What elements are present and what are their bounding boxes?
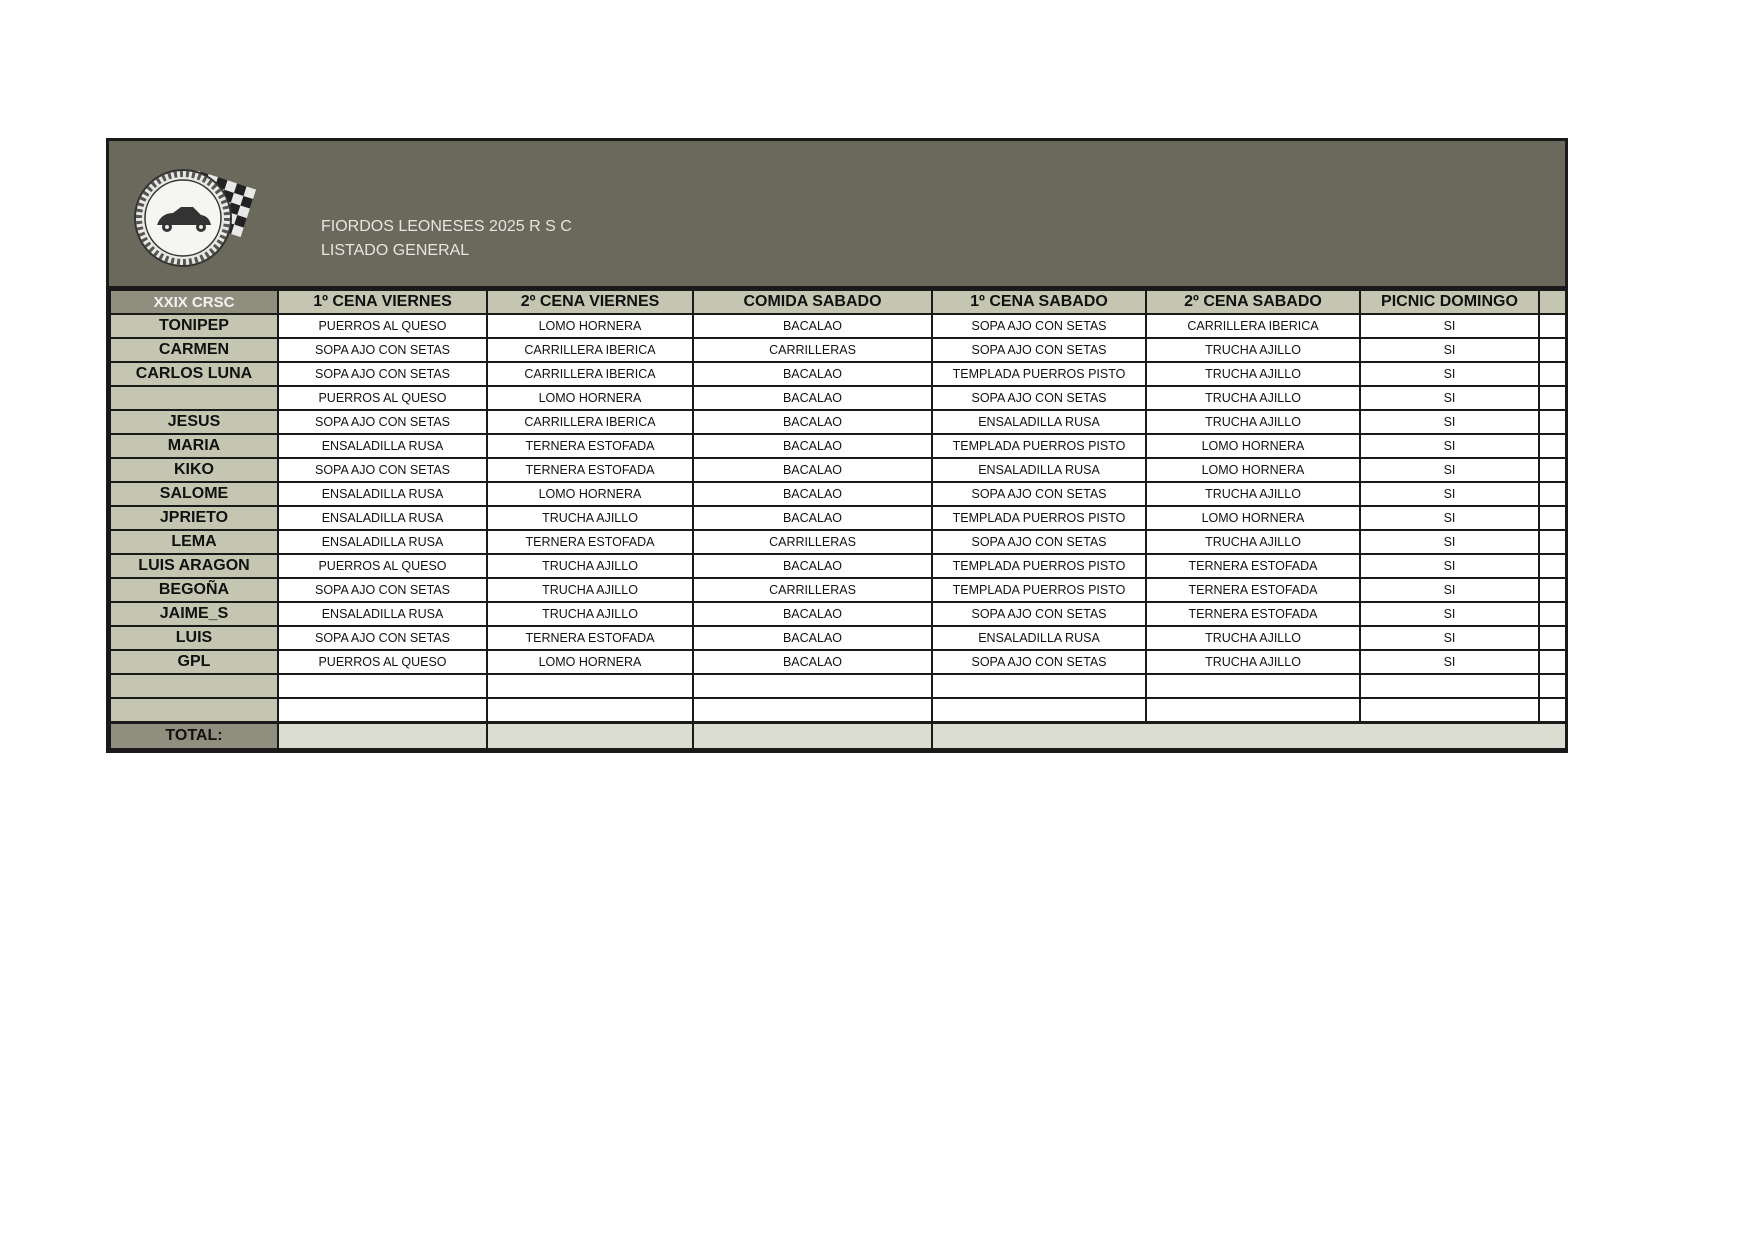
participant-name: LUIS [110,626,278,650]
meal-cell: BACALAO [693,482,932,506]
meal-cell: BACALAO [693,626,932,650]
header-titles [321,215,572,263]
meal-cell: SI [1360,602,1539,626]
meal-cell: BACALAO [693,650,932,674]
meal-cell: SOPA AJO CON SETAS [932,650,1146,674]
meal-cell: ENSALADILLA RUSA [932,410,1146,434]
extra-cell [1539,338,1566,362]
meal-cell: BACALAO [693,386,932,410]
meal-cell: TRUCHA AJILLO [1146,410,1360,434]
header-row [110,290,1566,314]
meal-cell [1360,698,1539,723]
table-row [110,458,1566,482]
meal-cell: TRUCHA AJILLO [1146,362,1360,386]
meal-cell [693,698,932,723]
table-row [110,506,1566,530]
corner-header: XXIX CRSC [110,290,278,314]
meal-cell: TERNERA ESTOFADA [1146,554,1360,578]
meal-cell: ENSALADILLA RUSA [278,602,487,626]
meal-cell: ENSALADILLA RUSA [278,530,487,554]
meal-cell: SOPA AJO CON SETAS [278,458,487,482]
meal-cell: SI [1360,410,1539,434]
total-cell [932,723,1566,750]
table-row [110,338,1566,362]
meal-cell: CARRILLERAS [693,338,932,362]
participant-name [110,698,278,723]
meal-cell: TERNERA ESTOFADA [487,434,693,458]
meal-cell [932,698,1146,723]
meal-cell: ENSALADILLA RUSA [278,434,487,458]
meal-cell: TERNERA ESTOFADA [487,458,693,482]
column-header: 2º CENA SABADO [1146,290,1360,314]
meal-cell: SOPA AJO CON SETAS [278,410,487,434]
meal-cell: TEMPLADA PUERROS PISTO [932,362,1146,386]
table-row [110,410,1566,434]
meal-cell: TERNERA ESTOFADA [487,530,693,554]
table-row [110,698,1566,723]
meal-cell: TRUCHA AJILLO [487,578,693,602]
total-cell [278,723,487,750]
extra-cell [1539,674,1566,698]
table-row [110,602,1566,626]
participant-name [110,674,278,698]
participant-name: GPL [110,650,278,674]
meal-cell: TRUCHA AJILLO [487,554,693,578]
meal-cell: SOPA AJO CON SETAS [932,338,1146,362]
table-row [110,578,1566,602]
participant-name: JPRIETO [110,506,278,530]
table-row [110,386,1566,410]
extra-cell [1539,602,1566,626]
meal-cell: TRUCHA AJILLO [1146,482,1360,506]
meal-cell: TRUCHA AJILLO [1146,338,1360,362]
meal-cell [487,698,693,723]
meal-cell: PUERROS AL QUESO [278,554,487,578]
table-row [110,482,1566,506]
total-row [110,723,1566,750]
meal-cell: TEMPLADA PUERROS PISTO [932,578,1146,602]
meal-cell: TRUCHA AJILLO [1146,530,1360,554]
meal-cell: TRUCHA AJILLO [487,506,693,530]
participant-name [110,386,278,410]
table-row [110,434,1566,458]
meal-cell: LOMO HORNERA [1146,458,1360,482]
club-logo-icon [131,163,271,273]
participant-name: JAIME_S [110,602,278,626]
meal-cell: SI [1360,506,1539,530]
meal-cell: TERNERA ESTOFADA [1146,602,1360,626]
meal-cell: SI [1360,650,1539,674]
meal-cell: CARRILLERAS [693,578,932,602]
extra-cell [1539,698,1566,723]
table-row [110,674,1566,698]
meal-cell: PUERROS AL QUESO [278,650,487,674]
meal-cell: CARRILLERA IBERICA [487,338,693,362]
meal-cell: SOPA AJO CON SETAS [278,362,487,386]
extra-cell [1539,386,1566,410]
meal-cell: SOPA AJO CON SETAS [278,578,487,602]
meal-cell: SI [1360,434,1539,458]
meal-cell: BACALAO [693,506,932,530]
meal-cell: SI [1360,482,1539,506]
meal-cell: SI [1360,314,1539,338]
participant-name: LEMA [110,530,278,554]
meal-cell: SOPA AJO CON SETAS [278,626,487,650]
meal-cell: TEMPLADA PUERROS PISTO [932,434,1146,458]
meal-cell: TERNERA ESTOFADA [1146,578,1360,602]
meal-cell: BACALAO [693,458,932,482]
meal-cell: SOPA AJO CON SETAS [932,314,1146,338]
participant-name: JESUS [110,410,278,434]
table-row [110,362,1566,386]
column-header: PICNIC DOMINGO [1360,290,1539,314]
participant-name: BEGOÑA [110,578,278,602]
participant-name: TONIPEP [110,314,278,338]
meal-cell: LOMO HORNERA [487,650,693,674]
extra-cell [1539,506,1566,530]
meal-cell: ENSALADILLA RUSA [278,482,487,506]
meal-cell: PUERROS AL QUESO [278,386,487,410]
extra-cell [1539,314,1566,338]
meal-cell: BACALAO [693,602,932,626]
meal-cell [1360,674,1539,698]
meal-cell: TRUCHA AJILLO [1146,626,1360,650]
table-row [110,314,1566,338]
participant-name: LUIS ARAGON [110,554,278,578]
participant-name: MARIA [110,434,278,458]
meal-cell: LOMO HORNERA [487,482,693,506]
meal-cell: SOPA AJO CON SETAS [932,602,1146,626]
column-header: COMIDA SABADO [693,290,932,314]
extra-cell [1539,578,1566,602]
meal-cell [932,674,1146,698]
column-header: 1º CENA VIERNES [278,290,487,314]
meal-cell: PUERROS AL QUESO [278,314,487,338]
meal-cell: TEMPLADA PUERROS PISTO [932,506,1146,530]
document-subtitle: LISTADO GENERAL [321,242,470,259]
meal-cell: BACALAO [693,314,932,338]
extra-cell [1539,530,1566,554]
meal-cell [278,674,487,698]
meal-cell: SOPA AJO CON SETAS [932,530,1146,554]
meal-table [109,289,1567,750]
meal-cell: SI [1360,626,1539,650]
meal-cell: LOMO HORNERA [487,386,693,410]
meal-cell [1146,674,1360,698]
meal-cell: LOMO HORNERA [1146,434,1360,458]
meal-cell: CARRILLERAS [693,530,932,554]
meal-cell [693,674,932,698]
extra-cell [1539,458,1566,482]
meal-cell [1146,698,1360,723]
participant-name: KIKO [110,458,278,482]
meal-cell: SI [1360,338,1539,362]
total-label: TOTAL: [110,723,278,750]
meal-cell: TRUCHA AJILLO [1146,650,1360,674]
header-banner [109,141,1565,289]
total-cell [487,723,693,750]
column-header-extra [1539,290,1566,314]
meal-cell: CARRILLERA IBERICA [487,410,693,434]
meal-cell [278,698,487,723]
meal-cell: SI [1360,362,1539,386]
meal-cell: SI [1360,458,1539,482]
table-row [110,530,1566,554]
meal-cell: BACALAO [693,554,932,578]
meal-cell: SOPA AJO CON SETAS [278,338,487,362]
table-row [110,626,1566,650]
participant-name: SALOME [110,482,278,506]
meal-cell: SOPA AJO CON SETAS [932,386,1146,410]
document-title: FIORDOS LEONESES 2025 R S C [321,218,572,235]
column-header: 2º CENA VIERNES [487,290,693,314]
extra-cell [1539,362,1566,386]
meal-cell: LOMO HORNERA [487,314,693,338]
meal-cell: SI [1360,530,1539,554]
extra-cell [1539,626,1566,650]
column-header: 1º CENA SABADO [932,290,1146,314]
meal-cell: ENSALADILLA RUSA [932,458,1146,482]
meal-cell: CARRILLERA IBERICA [1146,314,1360,338]
meal-cell: CARRILLERA IBERICA [487,362,693,386]
meal-cell: ENSALADILLA RUSA [932,626,1146,650]
meal-cell: TRUCHA AJILLO [1146,386,1360,410]
meal-cell: SOPA AJO CON SETAS [932,482,1146,506]
meal-cell: LOMO HORNERA [1146,506,1360,530]
spreadsheet [106,138,1568,753]
table-row [110,554,1566,578]
participant-name: CARMEN [110,338,278,362]
meal-cell: SI [1360,554,1539,578]
meal-cell: TRUCHA AJILLO [487,602,693,626]
extra-cell [1539,554,1566,578]
total-cell [693,723,932,750]
meal-cell: SI [1360,386,1539,410]
meal-cell: TEMPLADA PUERROS PISTO [932,554,1146,578]
meal-cell: SI [1360,578,1539,602]
meal-cell: BACALAO [693,362,932,386]
meal-cell [487,674,693,698]
meal-cell: ENSALADILLA RUSA [278,506,487,530]
meal-cell: TERNERA ESTOFADA [487,626,693,650]
extra-cell [1539,434,1566,458]
extra-cell [1539,482,1566,506]
extra-cell [1539,650,1566,674]
meal-cell: BACALAO [693,410,932,434]
extra-cell [1539,410,1566,434]
participant-name: CARLOS LUNA [110,362,278,386]
meal-cell: BACALAO [693,434,932,458]
table-row [110,650,1566,674]
